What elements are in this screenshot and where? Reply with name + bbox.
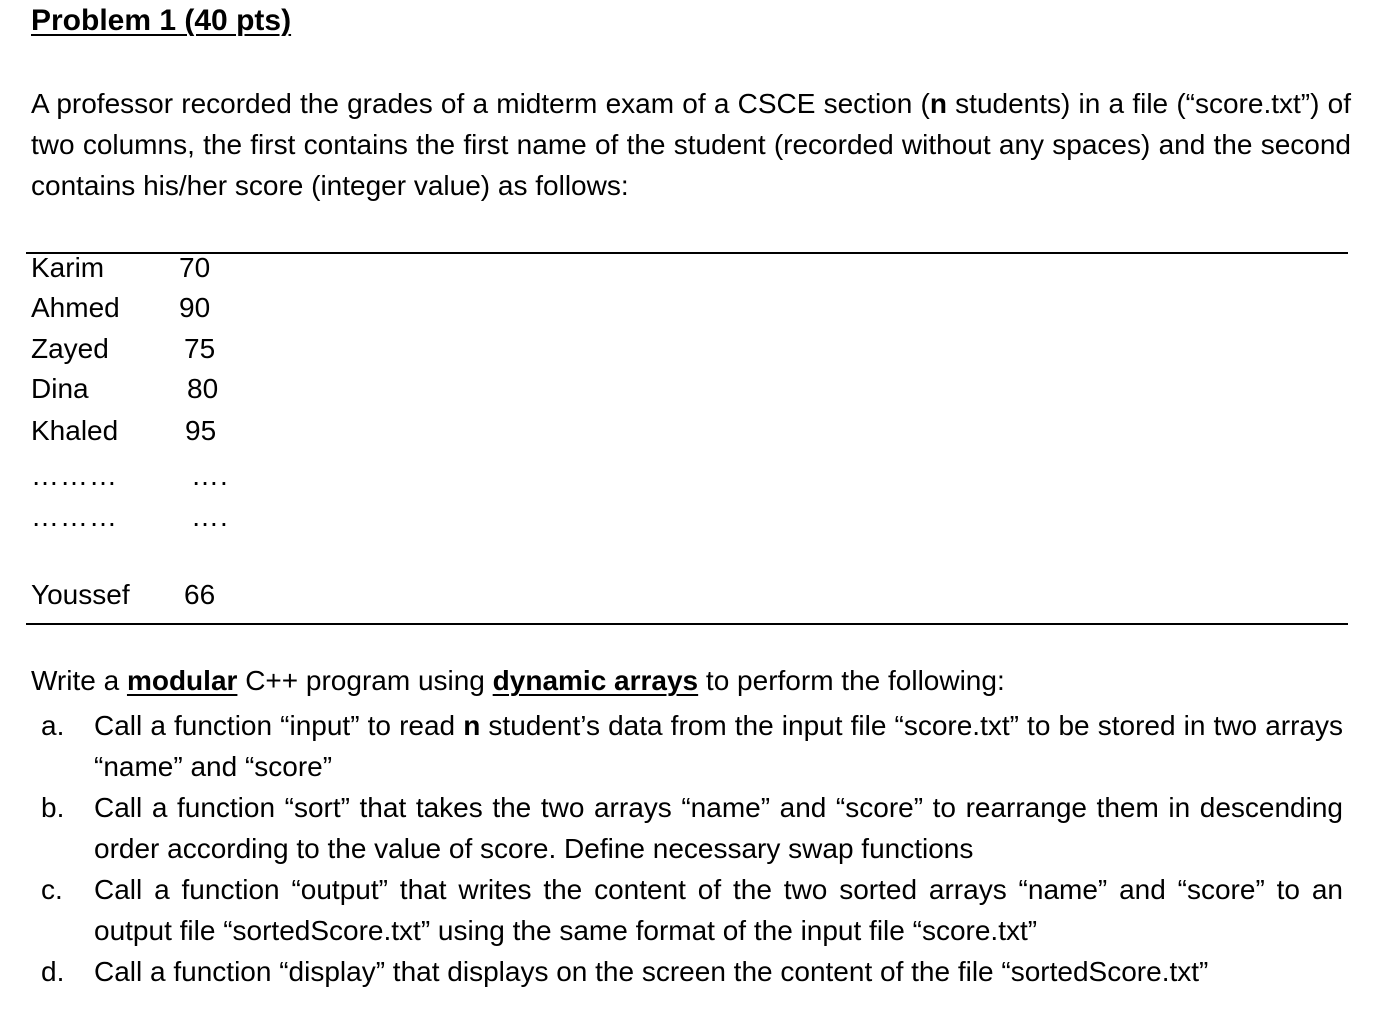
intro-text-part1: A professor recorded the grades of a midterm exam of a CSCE section ( (31, 88, 930, 119)
task-item-c (31, 869, 1343, 951)
tasks-intro-dynamic-arrays: dynamic arrays (492, 665, 699, 696)
student-name: Youssef (31, 579, 130, 610)
tasks-intro-part2: C++ program using (237, 665, 493, 696)
task-text-part2: student’s data from the input file “score.txt” to be stored in two arrays “name” and “score” (94, 710, 1343, 782)
tasks-intro-part1: Write a (31, 665, 127, 696)
task-item-a (31, 705, 1343, 787)
student-name: Zayed (31, 333, 109, 364)
student-name-ellipsis: ……… (31, 460, 118, 491)
task-item-d (31, 951, 1343, 992)
task-marker: c. (41, 874, 63, 905)
task-text: Call a function “sort” that takes the two arrays “name” and “score” to rearrange them in descending order according to the value of score. Define necessary swap functions (94, 792, 1343, 864)
task-marker: b. (41, 792, 65, 823)
student-name: Khaled (31, 415, 119, 446)
problem-title: Problem 1 (40 pts) (31, 4, 292, 37)
table-bottom-rule (26, 623, 1348, 625)
task-marker: a. (41, 710, 65, 741)
student-score: 75 (184, 333, 216, 364)
student-score-ellipsis: …. (191, 460, 229, 491)
task-text-part1: Call a function “input” to read (94, 710, 464, 741)
student-score: 90 (179, 292, 211, 323)
intro-paragraph (31, 83, 1351, 206)
task-marker: d. (41, 956, 65, 987)
tasks-intro-modular: modular (126, 665, 238, 696)
intro-bold-n: n (929, 88, 947, 119)
table-top-rule (26, 252, 1348, 254)
student-name: Ahmed (31, 292, 120, 323)
student-name-ellipsis: ……… (31, 501, 118, 532)
task-item-b (31, 787, 1343, 869)
student-score: 80 (187, 373, 219, 404)
student-score: 95 (185, 415, 217, 446)
intro-text-part2: students) in a file (“score.txt”) of two columns, the first contains the first name of the student (recorded without any spaces) and the second contains his/her score (integer value) as follows: (31, 88, 1351, 201)
task-text: Call a function “display” that displays on the screen the content of the file “sortedScore.txt” (94, 956, 1209, 987)
tasks-intro-part3: to perform the following: (698, 665, 1005, 696)
task-bold-n: n (463, 710, 481, 741)
student-score: 70 (179, 252, 211, 283)
student-score-ellipsis: …. (191, 501, 229, 532)
task-text: Call a function “output” that writes the content of the two sorted arrays “name” and “score” to an output file “sortedScore.txt” using the same format of the input file “score.txt” (94, 874, 1343, 946)
student-name: Dina (31, 373, 89, 404)
student-score: 66 (184, 579, 216, 610)
tasks-intro (31, 665, 1005, 697)
task-list (31, 705, 1343, 992)
student-name: Karim (31, 252, 105, 283)
